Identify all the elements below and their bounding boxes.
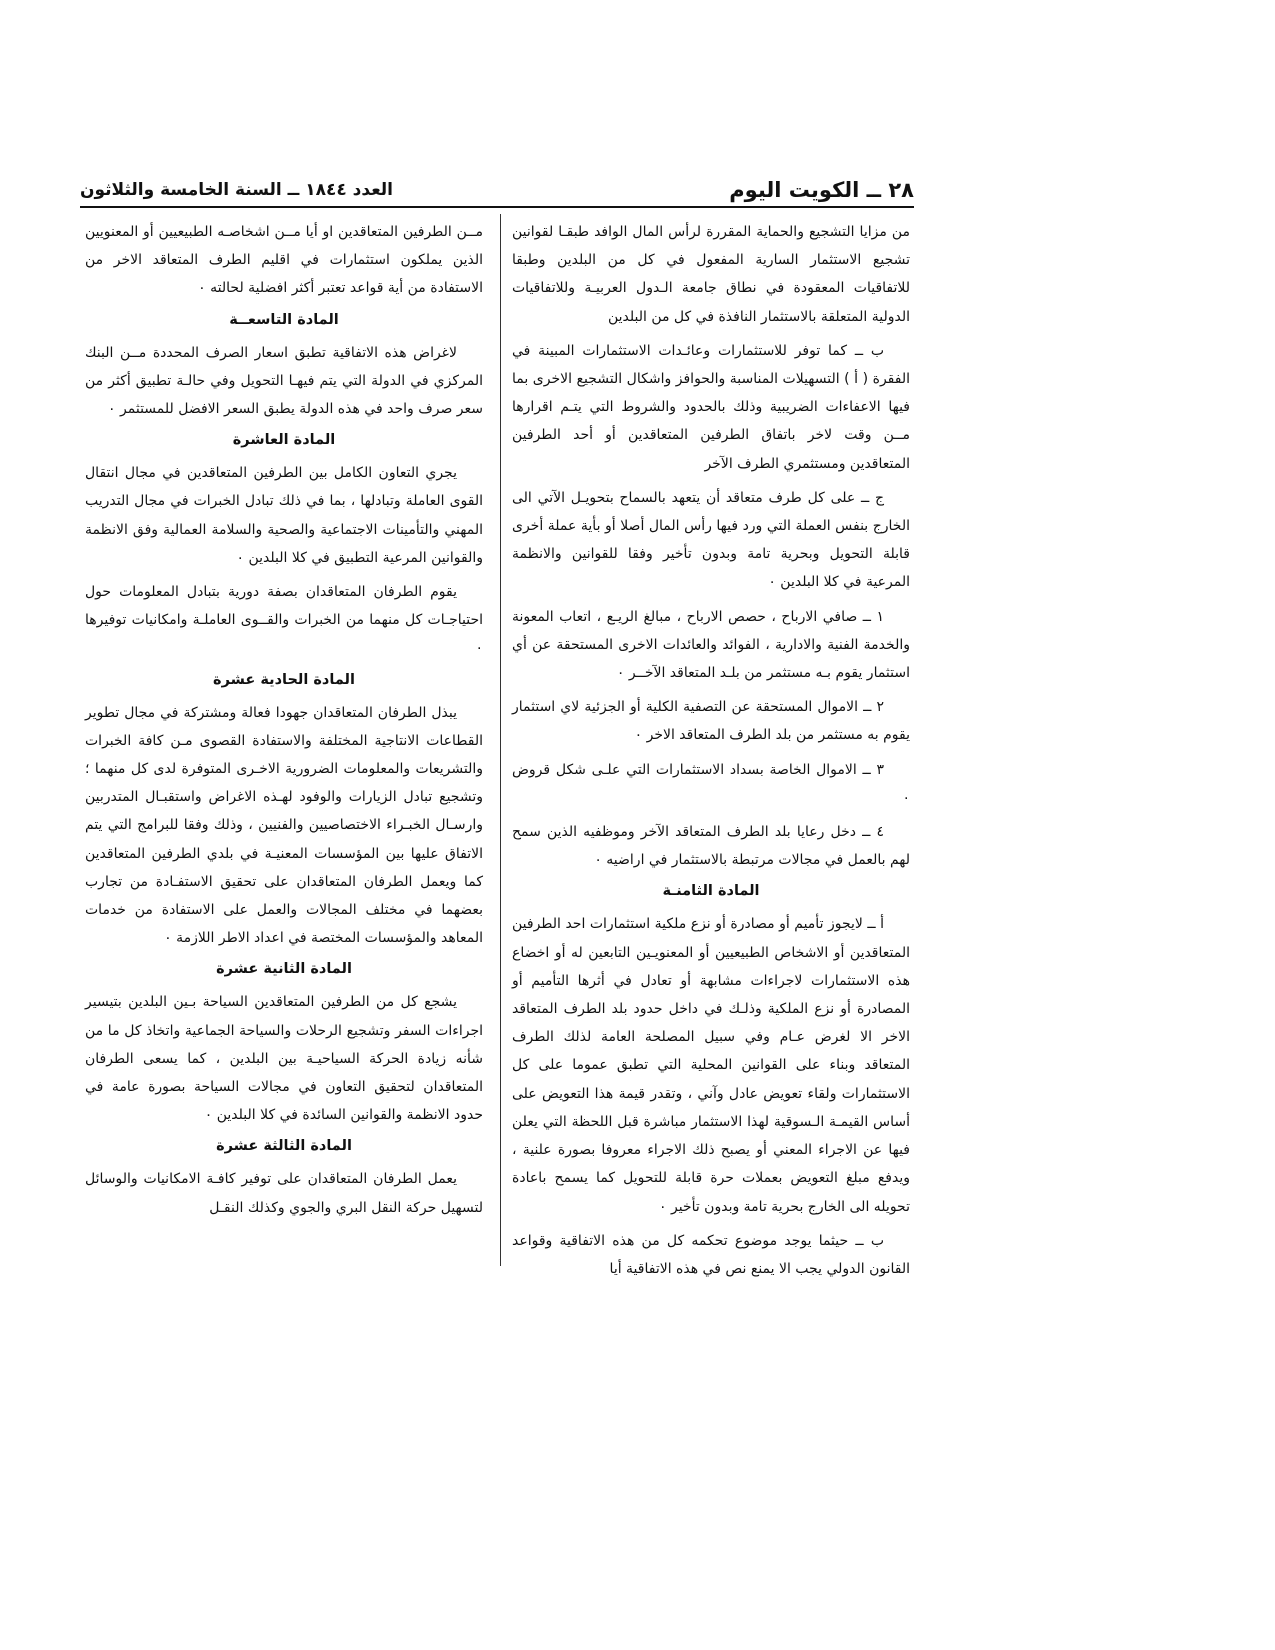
paragraph: ج ــ على كل طرف متعاقد أن يتعهد بالسماح بتحويـل الآتي الى الخارج بنفس العملة التي ورد فيها رأس المال أصلا أو بأية عملة أخرى قابلة التحويل وبحرية تامة وبدون تأخير وفقا للقوانين والانظمة المرعية في كلا البلدين ٠ [512,489,910,591]
page-header [80,176,914,204]
list-item: ٤ ــ دخل رعايا بلد الطرف المتعاقد الآخر وموظفيه الذين سمح لهم بالعمل في مجالات مرتبطة بالاستثمار في اراضيه ٠ [512,824,910,869]
paragraph: مــن الطرفين المتعاقدين او أيا مــن اشخاصـه الطبيعيين أو المعنويين الذين يملكون استثمارات في اقليم الطرف المتعاقد الاخر من الاستفادة من أية قواعد تعتبر أكثر افضلية لحالته ٠ [85,224,483,297]
page-title: ٢٨ ــ الكويت اليوم [729,178,914,202]
paragraph: يجري التعاون الكامل بين الطرفين المتعاقدين في مجال انتقال القوى العاملة وتبادلها ، بما في ذلك تبادل الخبرات في مجال التدريب المهني والتأمينات الاجتماعية والصحية والسلامة العمالية وفق الانظمة والقوانين المرعية التطبيق في كلا البلدين ٠ [85,465,483,566]
paragraph: يبذل الطرفان المتعاقدان جهودا فعالة ومشتركة في مجال تطوير القطاعات الانتاجية المختلفة والاستفادة القصوى مـن كافة الخبرات والتشريعات والمعلومات الضرورية الاخـرى المتوفرة لدى كل منهما ؛ وتشجيع تبادل الزيارات والوفود لهـذه الاغراض واستقبـال المتدربين وارسـال الخبـراء الاختصاصيين والفنيين ، وذلك وفقا للبرامج التي يتم الاتفاق عليها بين المؤسسات المعنيـة في بلدي الطرفين المتعاقدين كما ويعمل الطرفان المتعاقدان على تحقيق الاستفـادة من تجارب بعضهما في مختلف المجالات والعمل على الاستفادة من خدمات المعاهد والمؤسسات المختصة في اعداد الاطر اللازمة ٠ [85,704,483,947]
paragraph: ب ــ حيثما يوجد موضوع تحكمه كل من هذه الاتفاقية وقواعد القانون الدولي يجب الا يمنع نص في هذه الاتفاقية أيا [512,1232,910,1277]
paragraph: يشجع كل من الطرفين المتعاقدين السياحة بـين البلدين بتيسير اجراءات السفر وتشجيع الرحلات والسياحة الجماعية واتخاذ كل ما من شأنه زيادة الحركة السياحيـة بين البلدين ، كما يسعى الطرفان المتعاقدان لتحقيق التعاون في مجالات السياحة بصورة عامة في حدود الانظمة والقوانين السائدة في كلا البلدين ٠ [85,994,483,1124]
left-column [85,218,483,1228]
list-item: ٢ ــ الاموال المستحقة عن التصفية الكلية أو الجزئية لاي استثمار يقوم به مستثمر من بلد الطرف المتعاقد الاخر ٠ [512,699,910,744]
article-heading: المادة الثالثة عشرة [216,1138,352,1155]
right-column [512,218,910,1289]
column-divider [500,214,501,1266]
header-rule [80,206,914,208]
article-heading: المادة الحادية عشرة [213,671,355,688]
paragraph: ب ــ كما توفر للاستثمارات وعائـدات الاستثمارات المبينة في الفقرة ( أ ) التسهيلات المناسبة والحوافز واشكال التشجيع الاخرى بما فيها الاعفاءات الضريبية وذلك بالحدود والشروط التي يتـم اقرارها مــن وقت لاخر باتفاق الطرفين المتعاقدين أو أحد الطرفين المتعاقدين ومستثمري الطرف الآخر [512,342,910,472]
issue-info: العدد ١٨٤٤ ــ السنة الخامسة والثلاثون [80,180,394,200]
paragraph: أ ــ لايجوز تأميم أو مصادرة أو نزع ملكية استثمارات احد الطرفين المتعاقدين أو الاشخاص الطبيعيين أو المعنويـين التابعين له أو اخضاع هذه الاستثمارات لاجراءات مشابهة أو تعادل في أثرها التأميم أو المصادرة أو نزع الملكية وذلـك في داخل حدود بلد الطرف المتعاقد الاخر الا لغرض عـام وفي سبيل المصلحة العامة لذلك الطرف المتعاقد وبناء على القوانين المحلية التي تطبق عموما على كل الاستثمارات ولقاء تعويض عادل وآني ، وتقدر قيمة هذا التعويض على أساس القيمـة الـسوقية لهذا الاستثمار مباشرة قبل اللحظة التي يعلن فيها عن الاجراء المعني أو يصبح ذلك الاجراء معروفا بصورة علنية ، ويدفع مبلغ التعويض بعملات حرة قابلة للتحويل كما يسمح باعادة تحويله الى الخارج بحرية تامة وبدون تأخير ٠ [512,916,910,1215]
paragraph: يقوم الطرفان المتعاقدان بصفة دورية بتبادل المعلومات حول احتياجـات كل منهما من الخبرات والقــوى العاملـة وامكانيات توفيرها ٠ [85,584,483,657]
article-heading: المادة الثامنـة [662,883,760,900]
list-item: ٣ ــ الاموال الخاصة بسداد الاستثمارات التي علـى شكل قروض ٠ [512,761,910,806]
paragraph: يعمل الطرفان المتعاقدان على توفير كافـة الامكانيات والوسائل لتسهيل حركة النقل البري والجوي وكذلك النقـل [85,1171,483,1216]
paragraph: لاغراض هذه الاتفاقية تطبق اسعار الصرف المحددة مــن البنك المركزي في الدولة التي يتم فيهـا التحويل وفي حالـة تطبيق أكثر من سعر صرف واحد في هذه الدولة يطبق السعر الافضل للمستثمر ٠ [85,344,483,418]
article-heading: المادة العاشرة [232,432,336,449]
article-heading: المادة التاسعــة [229,311,339,328]
list-item: ١ ــ صافي الارباح ، حصص الارباح ، مبالغ الريـع ، اتعاب المعونة والخدمة الفنية والادارية ، الفوائد والعائدات الاخرى المستحقة عن أي استثمار يقوم بـه مستثمر من بلـد المتعاقد الآخــر ٠ [512,608,910,682]
article-heading: المادة الثانية عشرة [216,961,352,978]
paragraph: من مزايا التشجيع والحماية المقررة لرأس المال الوافد طبقـا لقوانين تشجيع الاستثمار السارية المفعول في كل من البلدين وطبقا للاتفاقيات المعقودة في نطاق جامعة الـدول العربيـة وللاتفاقيات الدولية المتعلقة بالاستثمار النافذة في كل من البلدين [512,224,910,325]
